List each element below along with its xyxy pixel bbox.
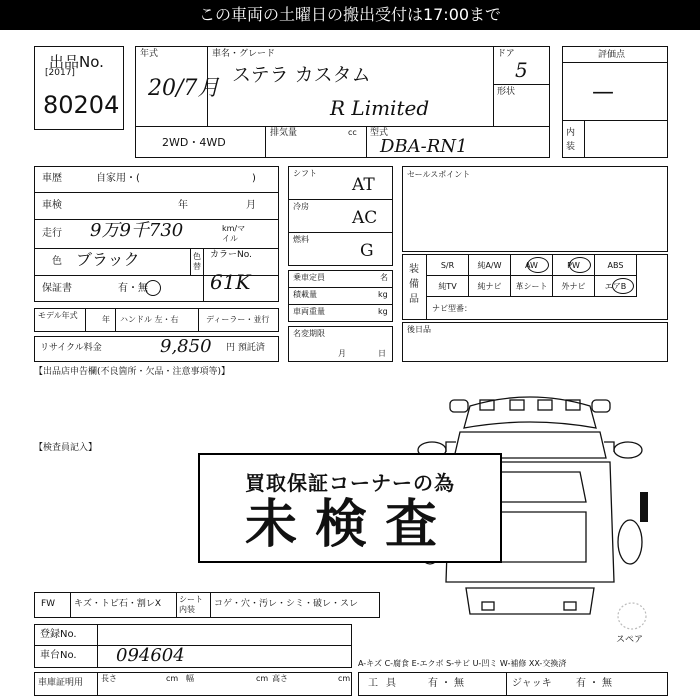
grade-value: R Limited [330,96,430,120]
equipment-cell: 純A/W [469,255,511,276]
lot-number-value: 80204 [43,91,120,119]
name-grade-label: 車名・グレード [212,49,276,59]
score-label: 評価点 [598,50,626,60]
unverified-stamp [198,453,502,563]
seat-desc: コゲ・穴・汚レ・シミ・破レ・スレ [214,599,359,609]
equipment-cell: ABS [595,255,637,276]
car-name-value: ステラ カスタム [232,64,371,86]
handle-label: ハンドル 左・右 [120,315,179,324]
usage-value: 自家用・( [96,173,140,184]
length-unit: cm [166,674,179,683]
mileage-value: 9万9千730 [90,220,184,241]
km-unit: km/マイル [222,224,246,243]
model-value: DBA-RN1 [380,136,468,157]
lot-number-label: 出品No. [49,53,104,71]
length-label: 長さ [101,674,117,683]
model-label: 型式 [370,128,389,138]
score-value: — [592,80,614,105]
equipment-cell: PW [553,255,595,276]
usage-close: ) [252,173,256,184]
color-change-label: 色替 [193,252,201,271]
stamp-title: 未検査 [244,495,455,555]
ac-value: AC [352,208,378,228]
tools-label: 工具 [368,678,404,689]
width-unit: cm [256,674,269,683]
height-unit: cm [338,674,351,683]
sales-points-label: セールスポイント [407,170,471,179]
model-year-label: モデル年式 [38,311,78,320]
chassis-no-label: 車台No. [40,650,77,661]
lot-number-box [34,46,124,130]
inspection-month-unit: 月 [246,200,256,211]
aw-circle-mark [527,257,549,273]
recycle-label: リサイクル料金 [40,343,102,353]
shift-value: AT [352,175,375,195]
mileage-label: 走行 [42,228,62,239]
doors-label: ドア [497,49,515,59]
equipment-cell: 革シート [511,276,553,297]
usage-label: 車歴 [42,173,62,184]
inspection-label: 車検 [42,200,62,211]
name-change-day: 日 [378,349,386,358]
inspection-year-unit: 年 [178,200,188,211]
equipment-cell: エアB [595,276,637,297]
displacement-label: 排気量 [270,128,298,138]
equipment-cell: 純ナビ [469,276,511,297]
jack-label: ジャッキ [512,678,552,689]
warranty-label: 保証書 [42,283,72,294]
equipment-cell: S/R [427,255,469,276]
lot-year-tag: [2017] [45,68,75,78]
registration-box [34,624,352,668]
name-change-label: 名変期限 [293,329,325,338]
equipment-cell: AW [511,255,553,276]
capacity-label: 乗車定員 [293,273,325,282]
fuel-value: G [360,241,374,261]
reg-no-label: 登録No. [40,629,77,640]
equipment-label: 装備品 [409,264,419,305]
equipment-cell: 外ナビ [553,276,595,297]
drive-label: 2WD・4WD [162,136,226,149]
load-unit: kg [378,290,388,299]
cc-unit: cc [348,128,357,137]
width-label: 幅 [186,674,194,683]
fw-desc: キズ・トビ石・割レX [74,599,161,609]
warranty-value: 有・無 [118,283,148,294]
name-change-month: 月 [338,349,346,358]
color-label: 色 [52,256,62,267]
spare-label: スペア [616,635,644,645]
additions-label: 後日品 [407,325,431,334]
saturday-notice-banner: この車両の土曜日の搬出受付は17:00まで [0,0,700,30]
tools-value: 有・無 [428,678,467,689]
color-no-value: 61K [210,270,251,294]
dealer-label: ディーラー・並行 [206,315,270,324]
doors-value: 5 [515,58,528,82]
nav-model-label: ナビ型番： [432,304,472,313]
chassis-no-value: 094604 [116,645,185,666]
seat-label: シート内装 [179,595,203,614]
weight-label: 車両重量 [293,307,325,316]
fuel-label: 燃料 [293,235,309,244]
stamp-reason: 買取保証コーナーの為 [245,471,455,495]
warranty-circle-mark [145,280,161,296]
additions-box [402,322,668,362]
shift-label: シフト [293,169,317,178]
spare-tire-icon [614,600,650,632]
capacity-unit: 名 [380,273,388,282]
equipment-cell: 純TV [427,276,469,297]
model-year-unit: 年 [102,315,110,324]
load-label: 積載量 [293,290,317,299]
shape-label: 形状 [497,87,516,97]
interior-label: 内装 [566,128,576,152]
color-no-label: カラーNo. [210,250,252,260]
height-label: 高さ [272,674,288,683]
inspector-label: 【検査員記入】 [34,443,98,453]
year-label: 年式 [140,49,159,59]
weight-unit: kg [378,307,388,316]
color-value: ブラック [76,250,140,269]
recycle-unit: 円 預託済 [226,343,265,353]
fw-label: FW [41,599,56,609]
recycle-value: 9,850 [160,336,212,357]
year-value: 20/7月 [148,76,220,101]
pw-circle-mark [569,257,591,273]
ac-label: 冷房 [293,202,309,211]
seller-notes-label: 【出品店申告欄(不良箇所・欠品・注意事項等)】 [34,367,231,377]
jack-value: 有・無 [576,678,615,689]
garage-cert-label: 車庫証明用 [38,678,84,688]
airbag-circle-mark [612,278,634,294]
damage-code-legend: A-キズ C-腐食 E-エクボ S-サビ U-凹ミ W-補修 XX-交換済 [358,659,567,668]
